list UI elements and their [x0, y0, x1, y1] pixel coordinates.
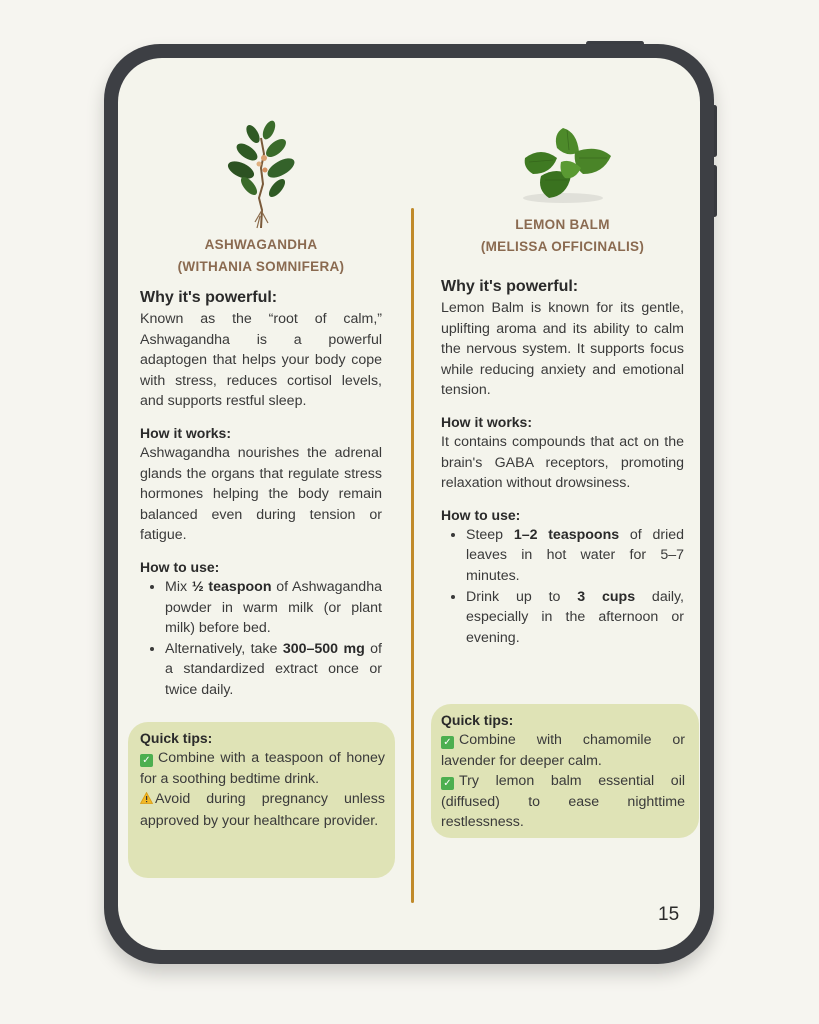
herb-scientific-name: (MELISSA OFFICINALIS) [480, 239, 645, 254]
tip-item: ✓ Combine with chamomile or lavender for deeper calm. [441, 732, 685, 769]
use-heading: How to use: [441, 506, 521, 523]
how-heading: How it works: [140, 424, 232, 441]
tips-heading: Quick tips: [441, 712, 514, 728]
check-mark-icon: ✓ [441, 736, 454, 749]
check-mark-icon: ✓ [140, 754, 153, 767]
check-mark-icon: ✓ [441, 777, 454, 790]
quick-tips-box [128, 722, 395, 878]
tip-item: ✓ Combine with a teaspoon of honey for a soothing bedtime drink. [140, 750, 385, 787]
list-item: • Alternatively, take 300–500 mg of a standardized extract once or twice daily. [165, 639, 382, 701]
how-text: It contains compounds that act on the brain's GABA receptors, promoting relaxation without drowsiness. [441, 433, 684, 492]
lemon-balm-section [441, 118, 684, 648]
use-heading: How to use: [140, 558, 220, 575]
page-number: 15 [658, 904, 680, 925]
list-item: • Steep 1–2 teaspoons of dried leaves in hot water for 5–7 minutes. [466, 525, 684, 587]
list-item: • Mix ½ teaspoon of Ashwagandha powder in warm milk (or plant milk) before bed. [165, 577, 382, 639]
herb-name: LEMON BALM [515, 217, 610, 232]
how-heading: How it works: [441, 413, 533, 430]
why-heading: Why it's powerful: [441, 278, 579, 295]
tip-item: ✓ Try lemon balm essential oil (diffused) to ease nighttime restlessness. [441, 773, 685, 831]
ashwagandha-plant-illustration [221, 118, 301, 230]
use-list [441, 525, 684, 649]
tablet-frame [104, 44, 714, 964]
why-text: Known as the “root of calm,” Ashwagandha is a powerful adaptogen that helps your body cope with stress, reduces cortisol levels, and supports restful sleep. [140, 311, 382, 410]
how-text: Ashwagandha nourishes the adrenal glands the organs that regulate stress hormones helping the body remain balanced even during tension or fatigue. [140, 444, 382, 544]
herb-name: ASHWAGANDHA [204, 237, 318, 252]
ebook-page [118, 58, 700, 950]
ashwagandha-section [140, 118, 382, 701]
tip-item: Avoid during pregnancy unless approved by your healthcare provider. [140, 791, 385, 829]
warning-icon [140, 790, 153, 811]
lemon-balm-leaves-illustration [505, 118, 621, 208]
why-heading: Why it's powerful: [140, 289, 278, 306]
column-divider [411, 208, 414, 903]
herb-scientific-name: (WITHANIA SOMNIFERA) [177, 259, 345, 274]
use-list [140, 577, 382, 701]
quick-tips-box [431, 704, 699, 838]
why-text: Lemon Balm is known for its gentle, uplifting aroma and its ability to calm the nervous system. It supports focus while reducing anxiety and emotional tension. [441, 300, 684, 399]
list-item: • Drink up to 3 cups daily, especially in the afternoon or evening. [466, 587, 684, 649]
tips-heading: Quick tips: [140, 730, 213, 746]
